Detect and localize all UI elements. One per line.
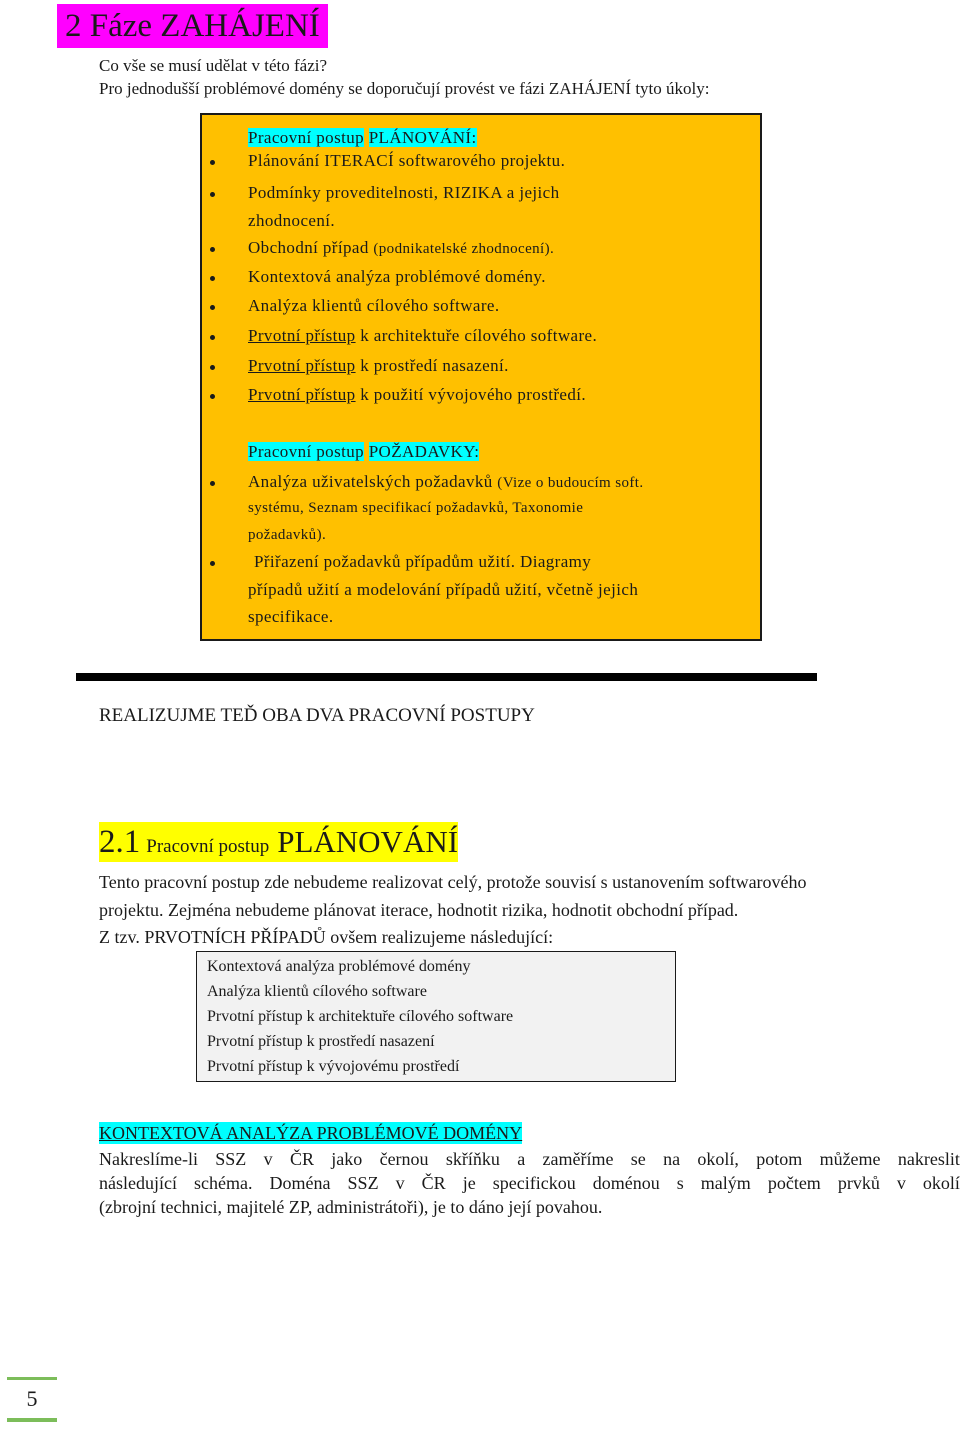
- planning-item: [248, 353, 509, 378]
- requirements-heading-title: POŽADAVKY:: [368, 442, 480, 461]
- planning-item-note: (podnikatelské zhodnocení).: [373, 241, 555, 257]
- bullet-icon: [210, 276, 215, 281]
- bullet-icon: [210, 305, 215, 310]
- paragraph-line-1: Tento pracovní postup zde nebudeme realizovat celý, protože souvisí s ustanovením softwarového: [99, 872, 807, 892]
- bullet-icon: [210, 365, 215, 370]
- planning-item-text: k architektuře cílového software.: [360, 326, 598, 345]
- planning-item-text: k použití vývojového prostředí.: [360, 385, 587, 404]
- section-title: PLÁNOVÁNÍ: [277, 824, 459, 859]
- requirements-item: [248, 469, 644, 496]
- planning-heading-label: Pracovní postup: [248, 128, 365, 147]
- chapter-heading: 2 Fáze ZAHÁJENÍ: [57, 4, 328, 48]
- section-subtitle: Pracovní postup: [146, 836, 270, 857]
- page-number: 5: [26, 1386, 38, 1411]
- planning-item: Podmínky proveditelnosti, RIZIKA a jejich: [248, 183, 560, 202]
- context-analysis-heading: KONTEXTOVÁ ANALÝZA PROBLÉMOVÉ DOMÉNY: [99, 1123, 523, 1143]
- planning-heading: [248, 126, 477, 150]
- section-number: 2.1: [99, 824, 141, 860]
- page-number-rule-top: [7, 1377, 57, 1380]
- bullet-icon: [210, 394, 215, 399]
- initial-case-item: Kontextová analýza problémové domény: [207, 958, 471, 975]
- planning-item: Kontextová analýza problémové domény.: [248, 267, 546, 286]
- tasks-box: [200, 113, 762, 641]
- requirements-heading: [248, 440, 479, 464]
- planning-item-text: k prostředí nasazení.: [360, 356, 509, 375]
- context-paragraph-line-3: (zbrojní technici, majitelé ZP, administrátoři), je to dáno její povahou.: [99, 1197, 603, 1217]
- section-heading-2-1: [99, 822, 458, 862]
- intro-line-1: Co vše se musí udělat v této fázi?: [99, 56, 328, 75]
- planning-item-underlined: Prvotní přístup: [248, 356, 356, 375]
- requirements-item-cont: požadavků).: [248, 527, 327, 543]
- context-paragraph-line-1: Nakreslíme-li SSZ v ČR jako černou skříňku a zaměříme se na okolí, potom můžeme nakreslit: [99, 1149, 960, 1169]
- planning-item: Plánování ITERACÍ softwarového projektu.: [248, 151, 566, 170]
- bullet-icon: [210, 192, 215, 197]
- initial-case-item: Prvotní přístup k architektuře cílového software: [207, 1008, 514, 1025]
- context-paragraph-line-2: následující schéma. Doména SSZ v ČR je specifickou doménou s malým počtem prvků v okolí: [99, 1173, 960, 1193]
- paragraph-line-2: projektu. Zejména nebudeme plánovat iterace, hodnotit rizika, hodnotit obchodní případ.: [99, 900, 739, 920]
- planning-item: [248, 235, 554, 262]
- planning-heading-title: PLÁNOVÁNÍ:: [368, 128, 477, 147]
- bullet-icon: [210, 561, 215, 566]
- bullet-icon: [210, 335, 215, 340]
- initial-case-item: Prvotní přístup k vývojovému prostředí: [207, 1058, 460, 1075]
- planning-item: Analýza klientů cílového software.: [248, 296, 500, 315]
- requirements-item-cont: případů užití a modelování případů užití, včetně jejich: [248, 580, 639, 599]
- paragraph-line-3: Z tzv. PRVOTNÍCH PŘÍPADŮ ovšem realizujeme následující:: [99, 927, 554, 947]
- planning-item: [248, 382, 586, 407]
- planning-item-underlined: Prvotní přístup: [248, 385, 356, 404]
- requirements-item: Přiřazení požadavků případům užití. Diagramy: [254, 552, 592, 571]
- section-divider: [76, 673, 817, 681]
- planning-item-text: Obchodní případ: [248, 238, 369, 257]
- requirements-item-cont: specifikace.: [248, 607, 334, 626]
- planning-item: [248, 323, 597, 348]
- planning-item-cont: zhodnocení.: [248, 211, 336, 230]
- requirements-item-text: Analýza uživatelských požadavků: [248, 472, 493, 491]
- initial-cases-box: [196, 951, 676, 1082]
- initial-case-item: Prvotní přístup k prostředí nasazení: [207, 1033, 435, 1050]
- requirements-item-note: (Vize o budoucím soft.: [497, 475, 644, 491]
- bullet-icon: [210, 481, 215, 486]
- requirements-item-cont: systému, Seznam specifikací požadavků, Taxonomie: [248, 500, 584, 516]
- initial-case-item: Analýza klientů cílového software: [207, 983, 427, 1000]
- intro-line-2: Pro jednodušší problémové domény se doporučují provést ve fázi ZAHÁJENÍ tyto úkoly:: [99, 79, 710, 98]
- requirements-heading-label: Pracovní postup: [248, 442, 365, 461]
- bullet-icon: [210, 247, 215, 252]
- page-number-rule-bottom: [7, 1418, 57, 1422]
- realize-statement: REALIZUJME TEĎ OBA DVA PRACOVNÍ POSTUPY: [99, 705, 535, 726]
- planning-item-underlined: Prvotní přístup: [248, 326, 356, 345]
- bullet-icon: [210, 160, 215, 165]
